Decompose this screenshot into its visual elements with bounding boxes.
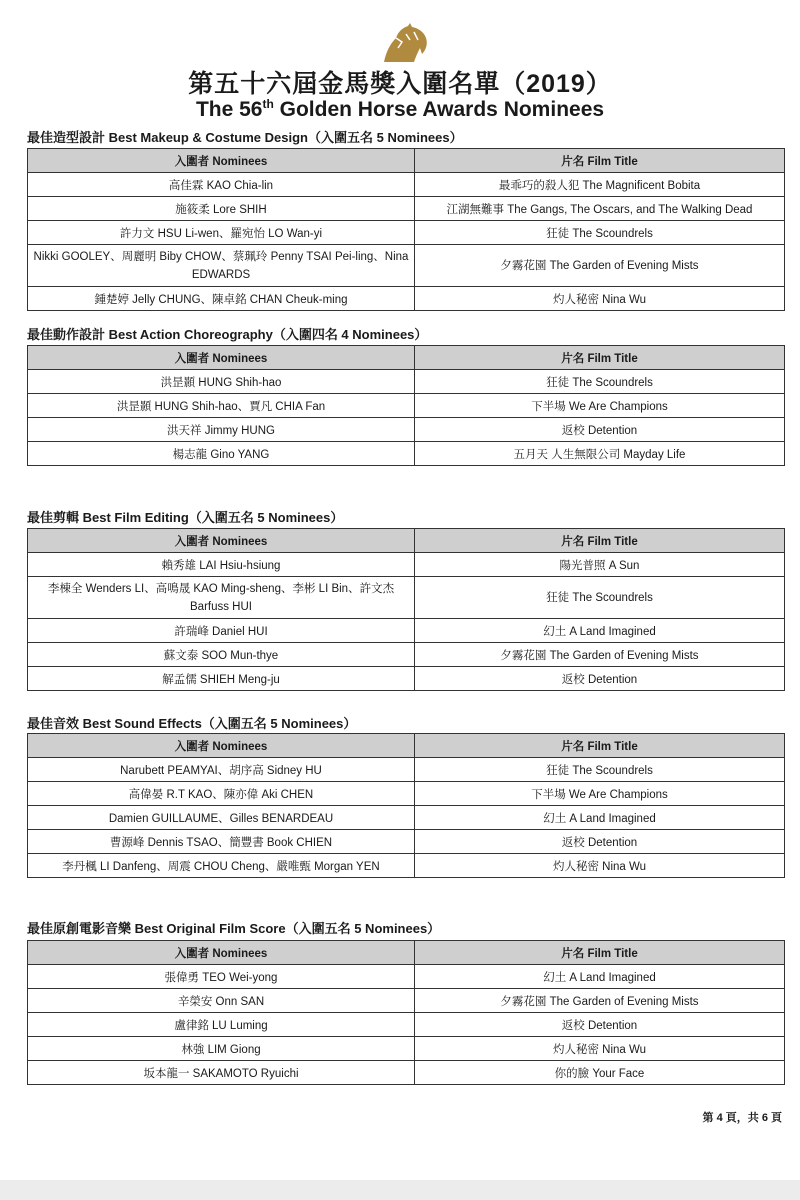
nominee-cell: 高偉晏 R.T KAO、陳亦偉 Aki CHEN <box>28 782 415 806</box>
nominee-cell: 辛榮安 Onn SAN <box>28 989 415 1013</box>
column-header-film: 片名 Film Title <box>415 734 785 758</box>
table-header-row <box>28 346 785 370</box>
nominee-cell: 解孟儒 SHIEH Meng-ju <box>28 667 415 691</box>
nominee-cell: 李丹楓 LI Danfeng、周震 CHOU Cheng、嚴唯甄 Morgan YEN <box>28 854 415 878</box>
nominee-cell: 林強 LIM Giong <box>28 1037 415 1061</box>
table-row <box>28 245 785 287</box>
table-row <box>28 442 785 466</box>
film-cell: 灼人秘密 Nina Wu <box>415 287 785 311</box>
table-row <box>28 553 785 577</box>
table-row <box>28 806 785 830</box>
table-row <box>28 830 785 854</box>
nominee-cell: 賴秀雄 LAI Hsiu-hsiung <box>28 553 415 577</box>
film-cell: 幻土 A Land Imagined <box>415 965 785 989</box>
title-en-prefix: The 56 <box>195 98 263 121</box>
table-row <box>28 758 785 782</box>
table-row <box>28 577 785 619</box>
table-row <box>28 197 785 221</box>
section-heading-score: 最佳原創電影音樂 Best Original Film Score（入圍五名 5 Nominees） <box>27 921 441 936</box>
table-row <box>28 619 785 643</box>
table-row <box>28 667 785 691</box>
column-header-nominees: 入圍者 Nominees <box>28 529 415 553</box>
golden-horse-logo-icon <box>376 22 432 66</box>
table-row <box>28 418 785 442</box>
table-row <box>28 370 785 394</box>
section-heading-action: 最佳動作設計 Best Action Choreography（入圍四名 4 Nominees） <box>27 327 428 342</box>
table-header-row <box>28 149 785 173</box>
section-heading-makeup: 最佳造型設計 Best Makeup & Costume Design（入圍五名 5 Nominees） <box>27 130 463 145</box>
nominee-cell: 許力文 HSU Li-wen、羅宛怡 LO Wan-yi <box>28 221 415 245</box>
nominee-cell: 蘇文泰 SOO Mun-thye <box>28 643 415 667</box>
column-header-film: 片名 Film Title <box>415 941 785 965</box>
nominees-table-makeup <box>27 148 785 311</box>
table-row <box>28 965 785 989</box>
title-en-sup: th <box>262 97 274 111</box>
film-cell: 夕霧花園 The Garden of Evening Mists <box>415 643 785 667</box>
table-row <box>28 394 785 418</box>
column-header-nominees: 入圍者 Nominees <box>28 941 415 965</box>
film-cell: 下半場 We Are Champions <box>415 782 785 806</box>
column-header-film: 片名 Film Title <box>415 346 785 370</box>
nominee-cell: 洪昰顥 HUNG Shih-hao、賈凡 CHIA Fan <box>28 394 415 418</box>
film-cell: 下半場 We Are Champions <box>415 394 785 418</box>
column-header-nominees: 入圍者 Nominees <box>28 734 415 758</box>
section-heading-editing: 最佳剪輯 Best Film Editing（入圍五名 5 Nominees） <box>27 510 344 525</box>
column-header-nominees: 入圍者 Nominees <box>28 149 415 173</box>
film-cell: 狂徒 The Scoundrels <box>415 577 785 619</box>
nominees-table-editing <box>27 528 785 691</box>
nominee-cell: 洪昰顥 HUNG Shih-hao <box>28 370 415 394</box>
table-row <box>28 1061 785 1085</box>
nominee-cell: 高佳霖 KAO Chia-lin <box>28 173 415 197</box>
page-number: 第 4 頁，共 6 頁 <box>702 1112 782 1124</box>
table-row <box>28 221 785 245</box>
nominee-cell: 許瑞峰 Daniel HUI <box>28 619 415 643</box>
nominee-cell: 李棟全 Wenders LI、高鳴晟 KAO Ming-sheng、李彬 LI Bin、許文杰 Barfuss HUI <box>28 577 415 619</box>
table-row <box>28 1037 785 1061</box>
table-row <box>28 287 785 311</box>
nominees-table-sound <box>27 733 785 878</box>
film-cell: 返校 Detention <box>415 830 785 854</box>
title-en-suffix: Golden Horse Awards Nominees <box>273 98 605 121</box>
nominees-table-score <box>27 940 785 1085</box>
nominee-cell: Narubett PEAMYAI、胡序高 Sidney HU <box>28 758 415 782</box>
page-title-zh: 第五十六屆金馬獎入圍名單（2019） <box>188 70 612 98</box>
table-row <box>28 989 785 1013</box>
film-cell: 狂徒 The Scoundrels <box>415 758 785 782</box>
column-header-film: 片名 Film Title <box>415 149 785 173</box>
film-cell: 你的臉 Your Face <box>415 1061 785 1085</box>
table-row <box>28 1013 785 1037</box>
film-cell: 灼人秘密 Nina Wu <box>415 854 785 878</box>
film-cell: 夕霧花園 The Garden of Evening Mists <box>415 989 785 1013</box>
nominee-cell: 洪天祥 Jimmy HUNG <box>28 418 415 442</box>
nominee-cell: Nikki GOOLEY、周麗明 Biby CHOW、蔡珮玲 Penny TSAI Pei-ling、Nina EDWARDS <box>28 245 415 287</box>
table-header-row <box>28 941 785 965</box>
bottom-bar <box>0 1180 800 1200</box>
table-row <box>28 854 785 878</box>
nominee-cell: 施筱柔 Lore SHIH <box>28 197 415 221</box>
table-header-row <box>28 529 785 553</box>
film-cell: 灼人秘密 Nina Wu <box>415 1037 785 1061</box>
page-title-en <box>0 97 800 122</box>
film-cell: 夕霧花園 The Garden of Evening Mists <box>415 245 785 287</box>
film-cell: 返校 Detention <box>415 667 785 691</box>
nominee-cell: 盧律銘 LU Luming <box>28 1013 415 1037</box>
film-cell: 返校 Detention <box>415 418 785 442</box>
column-header-film: 片名 Film Title <box>415 529 785 553</box>
nominee-cell: 楊志龍 Gino YANG <box>28 442 415 466</box>
nominee-cell: 曹源峰 Dennis TSAO、簡豐書 Book CHIEN <box>28 830 415 854</box>
film-cell: 五月天 人生無限公司 Mayday Life <box>415 442 785 466</box>
film-cell: 幻土 A Land Imagined <box>415 806 785 830</box>
film-cell: 幻土 A Land Imagined <box>415 619 785 643</box>
film-cell: 陽光普照 A Sun <box>415 553 785 577</box>
table-row <box>28 173 785 197</box>
section-heading-sound: 最佳音效 Best Sound Effects（入圍五名 5 Nominees） <box>27 716 357 731</box>
table-row <box>28 782 785 806</box>
nominee-cell: 鍾楚婷 Jelly CHUNG、陳卓銘 CHAN Cheuk-ming <box>28 287 415 311</box>
column-header-nominees: 入圍者 Nominees <box>28 346 415 370</box>
table-header-row <box>28 734 785 758</box>
film-cell: 返校 Detention <box>415 1013 785 1037</box>
nominee-cell: 坂本龍一 SAKAMOTO Ryuichi <box>28 1061 415 1085</box>
table-row <box>28 643 785 667</box>
film-cell: 最乖巧的殺人犯 The Magnificent Bobita <box>415 173 785 197</box>
film-cell: 狂徒 The Scoundrels <box>415 370 785 394</box>
nominees-table-action <box>27 345 785 466</box>
film-cell: 江湖無難事 The Gangs, The Oscars, and The Walking Dead <box>415 197 785 221</box>
film-cell: 狂徒 The Scoundrels <box>415 221 785 245</box>
nominee-cell: Damien GUILLAUME、Gilles BENARDEAU <box>28 806 415 830</box>
nominee-cell: 張偉勇 TEO Wei-yong <box>28 965 415 989</box>
